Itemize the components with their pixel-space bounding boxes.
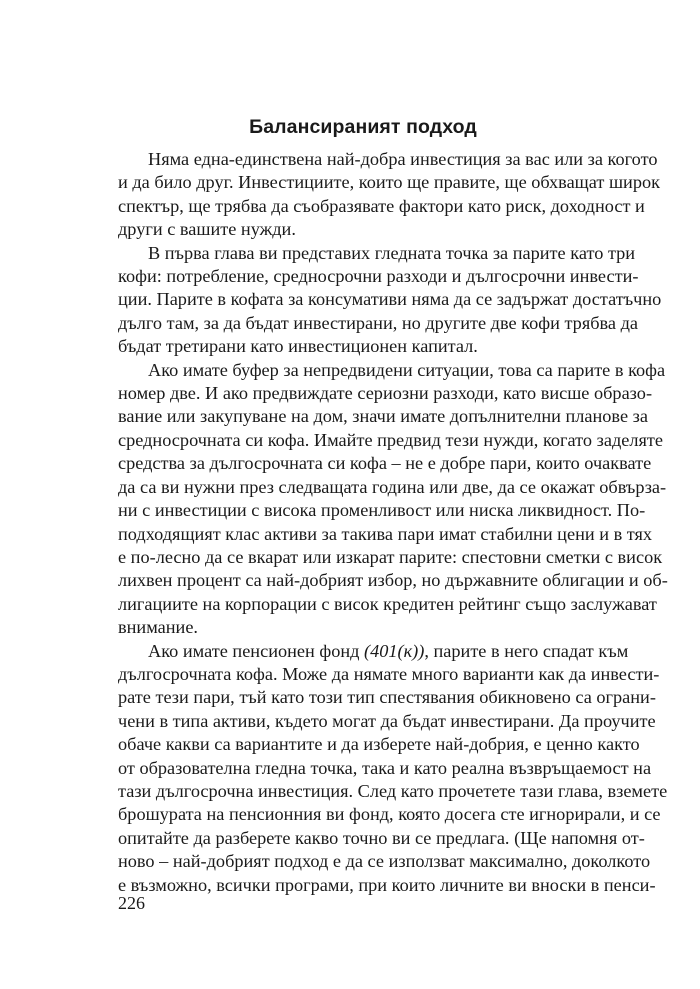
text-line: дългосрочната кофа. Може да нямате много варианти как да инвести- [118,663,660,684]
text-line: дълго там, за да бъдат инвестирани, но другите две кофи трябва да [118,312,639,333]
text-line: ции. Парите в кофата за консумативи няма да се задържат достатъчно [118,289,662,310]
section-title: Балансираният подход [249,116,477,138]
text-line: брошурата на пенсионния ви фонд, която досега сте игнорирали, и се [118,804,661,825]
page-number: 226 [118,893,145,913]
text-line: лихвен процент са най-добрият избор, но държавните облигации и об- [118,570,668,591]
text-line: ново – най-добрият подход е да се използват максимално, доколкото [118,851,651,872]
text-line: спектър, ще трябва да съобразявате фактори като риск, доходност и [118,195,645,216]
text-line: обаче какви са вариантите и да изберете най-добрия, е ценно както [118,734,640,755]
text-line: В първа глава ви представих гледната точка за парите като три [148,242,636,263]
text-line: номер две. И ако предвиждате сериозни разходи, като висше образо- [118,383,653,404]
text-line: Няма една-единствена най-добра инвестиция за вас или за когото [148,149,658,169]
text-line: кофи: потребление, средносрочни разходи и дългосрочни инвести- [118,266,639,287]
text-line: ни с инвестиции с висока променливост или ниска ликвидност. По- [118,500,646,521]
text-line: други с вашите нужди. [118,219,296,240]
paragraph-2 [118,242,662,359]
paragraph-1 [118,148,660,242]
text-line: от образователна гледна точка, така и като реална възвръщаемост на [118,757,652,778]
text-line: рате тези пари, тъй като този тип спестявания обикновено са ограни- [118,687,656,708]
text-line-with-italic: Ако имате пенсионен фонд (401(к)), парите в него спадат към [148,640,629,661]
text-line: внимание. [118,617,199,638]
body-text [118,148,668,897]
text-line: Ако имате буфер за непредвидени ситуации, това са парите в кофа [148,359,666,380]
text-line: чени в типа активи, където могат да бъдат инвестирани. Да проучите [118,710,656,731]
text-line: тази дългосрочна инвестиция. След като прочетете тази глава, вземете [118,780,668,801]
text-line: и да било друг. Инвестициите, които ще правите, ще обхващат широк [118,172,660,193]
text-line: е по-лесно да се вкарат или изкарат парите: спестовни сметки с висок [118,546,663,567]
text-line: да са ви нужни през следващата година или две, да се окажат обвърза- [118,476,667,497]
text-line: вание или закупуване на дом, значи имате допълнителни планове за [118,406,648,427]
italic-term: (401(к)) [364,640,425,661]
text-line: бъдат третирани като инвестиционен капитал. [118,336,478,357]
paragraph-3 [118,359,668,640]
text-line: подходящият клас активи за такива пари имат стабилни цени и в тях [118,523,653,544]
text-line: е възможно, всички програми, при които личните ви вноски в пенси- [118,874,656,895]
text-line: средносрочната си кофа. Имайте предвид тези нужди, когато заделяте [118,429,664,450]
text-line: лигациите на корпорации с висок кредитен рейтинг също заслужават [118,593,657,614]
text-line: средства за дългосрочната си кофа – не е добре пари, които очаквате [118,453,652,474]
paragraph-4 [118,640,668,897]
text-line: опитайте да разберете какво точно ви се предлага. (Ще напомня от- [118,827,645,848]
